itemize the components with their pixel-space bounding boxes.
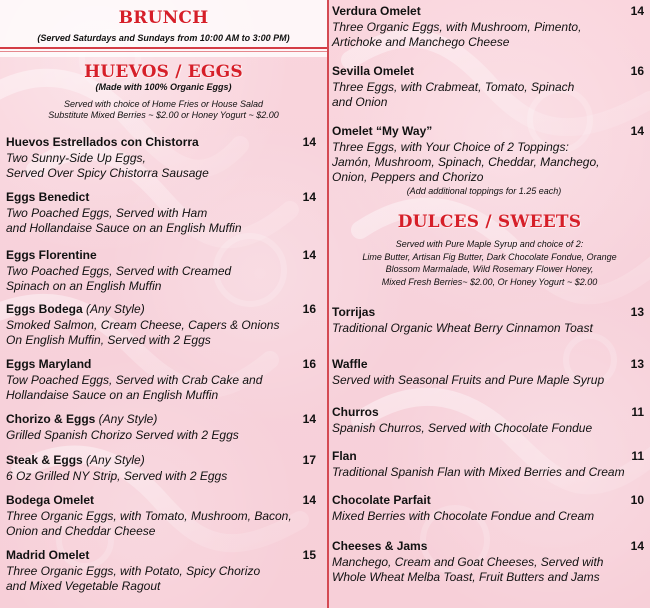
menu-item-name: Eggs Bodega (Any Style) bbox=[6, 302, 145, 316]
menu-item-header bbox=[332, 305, 644, 321]
menu-item-extra-note: (Add additional toppings for 1.25 each) bbox=[406, 186, 562, 196]
menu-item-description: Spanish Churros, Served with Chocolate Fondue bbox=[332, 421, 593, 435]
menu-item-description: Grilled Spanish Chorizo Served with 2 Eggs bbox=[6, 428, 239, 442]
sweets-section-note bbox=[329, 238, 650, 288]
menu-item-description: 6 Oz Grilled NY Strip, Served with 2 Eggs bbox=[6, 469, 228, 483]
menu-item-description: Two Poached Eggs, Served with Creamed Spinach on an English Muffin bbox=[6, 264, 232, 293]
menu-item-name: Eggs Florentine bbox=[6, 248, 97, 262]
sweets-note-line-1: Served with Pure Maple Syrup and choice of 2: bbox=[395, 239, 584, 249]
menu-item-name: Sevilla Omelet bbox=[332, 64, 415, 78]
brunch-title: BRUNCH bbox=[118, 8, 209, 28]
menu-item-price: 16 bbox=[630, 64, 644, 78]
menu-item-waffle bbox=[332, 357, 644, 388]
sweets-note-line-3: Blossom Marmalade, Wild Rosemary Flower Honey, bbox=[385, 264, 594, 274]
menu-item-price: 14 bbox=[302, 190, 316, 204]
menu-item-header bbox=[332, 4, 644, 20]
menu-item-name: Madrid Omelet bbox=[6, 548, 90, 562]
brunch-hours: (Served Saturdays and Sundays from 10:00 AM to 3:00 PM) bbox=[37, 33, 290, 43]
menu-item-price: 14 bbox=[630, 124, 644, 138]
menu-item-header bbox=[332, 357, 644, 373]
menu-item-name: Churros bbox=[332, 405, 379, 419]
menu-item-description: Traditional Spanish Flan with Mixed Berries and Cream bbox=[332, 465, 625, 479]
menu-item-price: 14 bbox=[630, 539, 644, 553]
menu-item-price: 14 bbox=[302, 493, 316, 507]
menu-item-price: 16 bbox=[302, 302, 316, 316]
menu-item-description: Three Organic Eggs, with Tomato, Mushroom, Bacon, Onion and Cheddar Cheese bbox=[6, 509, 292, 538]
menu-item-cheeses-jams bbox=[332, 539, 644, 585]
menu-item-price: 13 bbox=[630, 357, 644, 371]
menu-item-price: 14 bbox=[302, 412, 316, 426]
menu-item-description: Smoked Salmon, Cream Cheese, Capers & Onions On English Muffin, Served with 2 Eggs bbox=[6, 318, 280, 347]
menu-item-header bbox=[6, 412, 316, 428]
menu-item-description: Three Organic Eggs, with Potato, Spicy Chorizo and Mixed Vegetable Ragout bbox=[6, 564, 261, 593]
eggs-note-line-2: Substitute Mixed Berries ~ $2.00 or Honey Yogurt ~ $2.00 bbox=[48, 110, 279, 120]
menu-item-flan bbox=[332, 449, 644, 480]
menu-item-description: Two Poached Eggs, Served with Ham and Hollandaise Sauce on an English Muffin bbox=[6, 206, 242, 235]
menu-item-header bbox=[332, 493, 644, 509]
menu-item-name: Bodega Omelet bbox=[6, 493, 95, 507]
menu-item-description: Mixed Berries with Chocolate Fondue and Cream bbox=[332, 509, 595, 523]
menu-item-name: Verdura Omelet bbox=[332, 4, 421, 18]
menu-item-header bbox=[6, 248, 316, 264]
sweets-note-line-2: Lime Butter, Artisan Fig Butter, Dark Chocolate Fondue, Orange bbox=[362, 251, 617, 262]
menu-item-price: 13 bbox=[630, 305, 644, 319]
brunch-divider bbox=[0, 47, 327, 49]
menu-item-churros bbox=[332, 405, 644, 436]
sweets-section-title: DULCES / SWEETS bbox=[397, 212, 582, 232]
menu-item-header bbox=[6, 302, 316, 318]
menu-item-price: 14 bbox=[302, 248, 316, 262]
menu-item-description: Served with Seasonal Fruits and Pure Maple Syrup bbox=[332, 373, 605, 387]
menu-item-name: Waffle bbox=[332, 357, 368, 371]
eggs-section-note bbox=[0, 99, 327, 121]
menu-item-header bbox=[332, 449, 644, 465]
menu-item-verdura-omelet bbox=[332, 4, 644, 50]
menu-item-name: Huevos Estrellados con Chistorra bbox=[6, 135, 199, 149]
menu-item-omelet-my-way bbox=[332, 124, 644, 197]
menu-item-description: Traditional Organic Wheat Berry Cinnamon Toast bbox=[332, 321, 593, 335]
menu-item-torrijas bbox=[332, 305, 644, 336]
menu-item-price: 14 bbox=[630, 4, 644, 18]
brunch-divider-secondary bbox=[0, 51, 327, 52]
menu-item-header bbox=[6, 548, 316, 564]
menu-item-name: Cheeses & Jams bbox=[332, 539, 428, 553]
menu-item-huevos-estrellados bbox=[6, 135, 316, 181]
eggs-section-subtitle: (Made with 100% Organic Eggs) bbox=[95, 82, 232, 92]
menu-item-name: Flan bbox=[332, 449, 357, 463]
menu-item-header bbox=[332, 539, 644, 555]
menu-item-description: Two Sunny-Side Up Eggs, Served Over Spicy Chistorra Sausage bbox=[6, 151, 209, 180]
menu-item-name: Eggs Maryland bbox=[6, 357, 92, 371]
menu-item-description: Three Organic Eggs, with Mushroom, Pimento, Artichoke and Manchego Cheese bbox=[332, 20, 582, 49]
menu-item-header bbox=[6, 135, 316, 151]
menu-item-name: Torrijas bbox=[332, 305, 376, 319]
menu-item-header bbox=[6, 357, 316, 373]
menu-item-steak-eggs bbox=[6, 453, 316, 484]
eggs-note-line-1: Served with choice of Home Fries or House Salad bbox=[63, 99, 264, 109]
menu-item-eggs-benedict bbox=[6, 190, 316, 236]
menu-item-price: 11 bbox=[631, 449, 644, 463]
menu-item-sevilla-omelet bbox=[332, 64, 644, 110]
menu-item-header bbox=[332, 405, 644, 421]
menu-item-header bbox=[6, 190, 316, 206]
menu-item-price: 14 bbox=[302, 135, 316, 149]
menu-item-description: Tow Poached Eggs, Served with Crab Cake and Hollandaise Sauce on an English Muffin bbox=[6, 373, 263, 402]
menu-item-name: Chocolate Parfait bbox=[332, 493, 431, 507]
menu-item-header bbox=[6, 453, 316, 469]
menu-item-price: 10 bbox=[630, 493, 644, 507]
menu-item-name: Eggs Benedict bbox=[6, 190, 90, 204]
menu-item-eggs-florentine bbox=[6, 248, 316, 294]
right-column bbox=[329, 0, 650, 608]
sweets-note-line-4: Mixed Fresh Berries~ $2.00, Or Honey Yogurt ~ $2.00 bbox=[381, 276, 598, 287]
menu-item-madrid-omelet bbox=[6, 548, 316, 594]
menu-item-price: 11 bbox=[631, 405, 644, 419]
menu-item-eggs-maryland bbox=[6, 357, 316, 403]
menu-item-description: Three Eggs, with Crabmeat, Tomato, Spinach and Onion bbox=[332, 80, 575, 109]
menu-item-description: Three Eggs, with Your Choice of 2 Toppings: Jamón, Mushroom, Spinach, Cheddar, Manchego, Onion, Peppers and Chorizo bbox=[332, 140, 600, 184]
menu-item-eggs-bodega bbox=[6, 302, 316, 348]
menu-item-header bbox=[332, 124, 644, 140]
menu-item-header bbox=[6, 493, 316, 509]
menu-item-price: 15 bbox=[302, 548, 316, 562]
menu-item-description: Manchego, Cream and Goat Cheeses, Served with Whole Wheat Melba Toast, Fruit Butters and Jams bbox=[332, 555, 604, 584]
menu-item-name: Chorizo & Eggs (Any Style) bbox=[6, 412, 158, 426]
menu-item-price: 17 bbox=[302, 453, 316, 467]
menu-item-header bbox=[332, 64, 644, 80]
menu-item-name: Steak & Eggs (Any Style) bbox=[6, 453, 145, 467]
menu-item-bodega-omelet bbox=[6, 493, 316, 539]
eggs-section-title: HUEVOS / EGGS bbox=[84, 62, 243, 82]
menu-item-price: 16 bbox=[302, 357, 316, 371]
menu-item-chocolate-parfait bbox=[332, 493, 644, 524]
menu-item-name: Omelet “My Way” bbox=[332, 124, 433, 138]
menu-item-chorizo-eggs bbox=[6, 412, 316, 443]
